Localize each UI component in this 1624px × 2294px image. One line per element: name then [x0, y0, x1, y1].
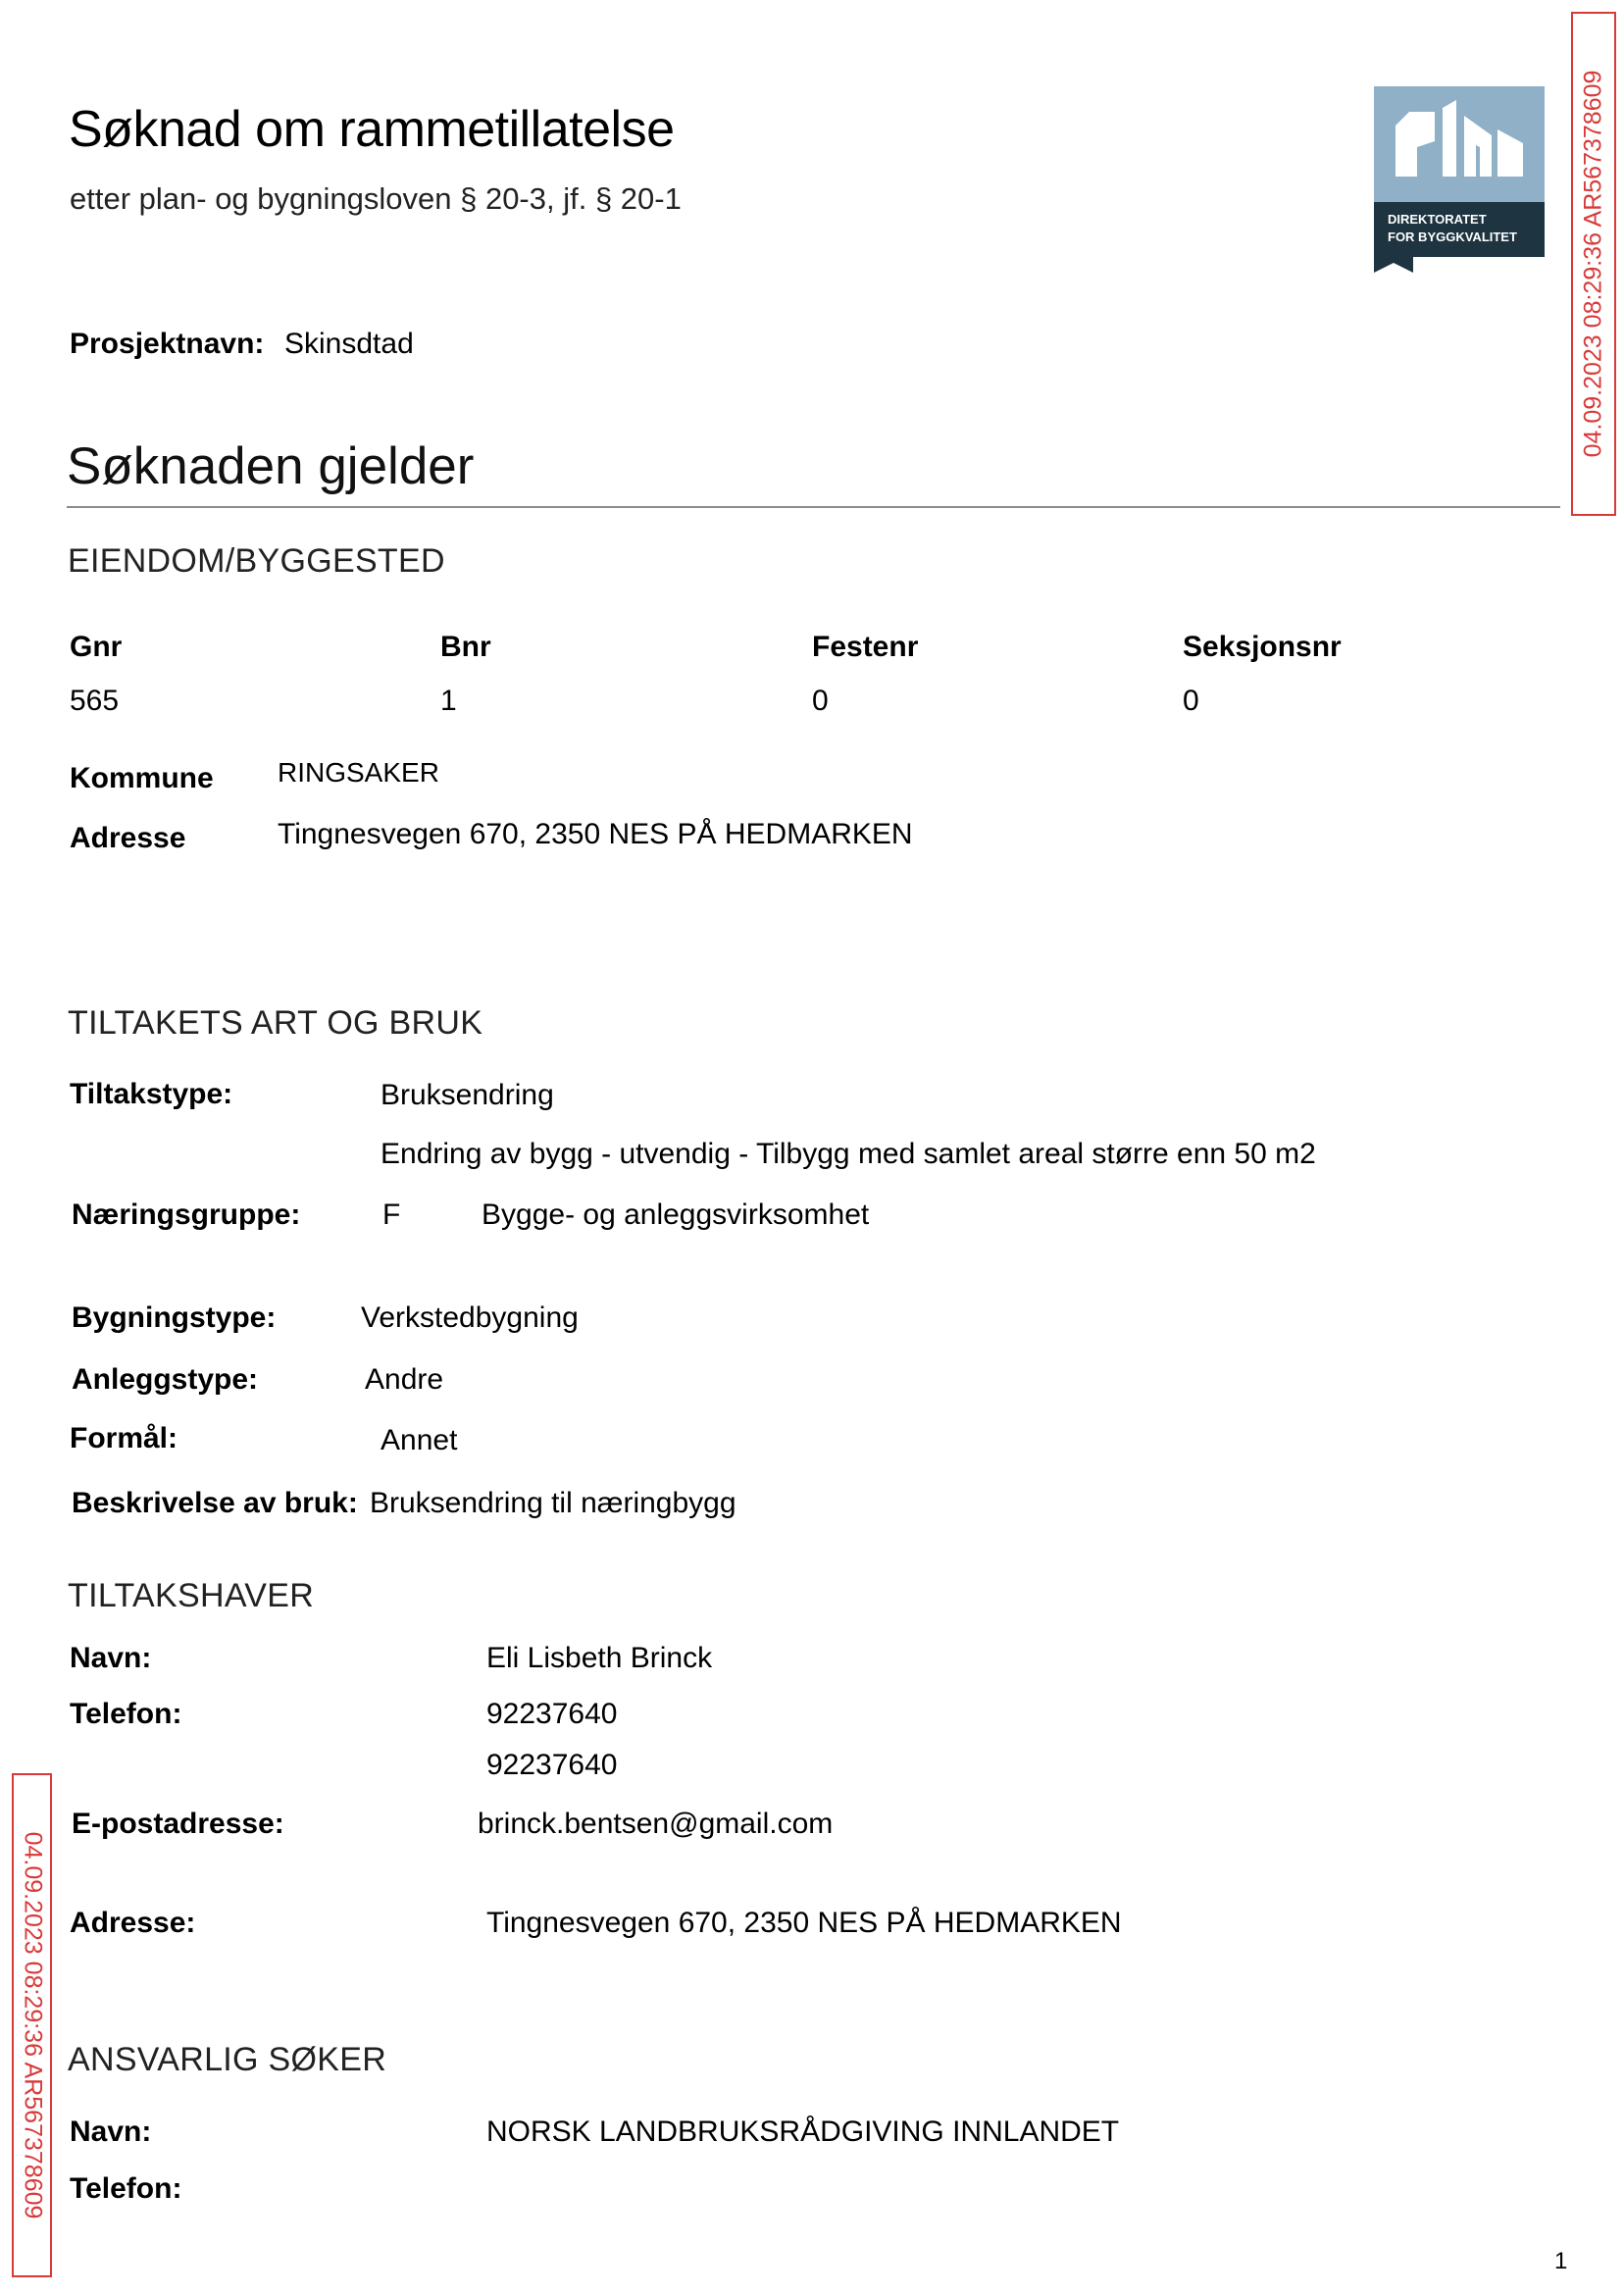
- column-header-bnr: Bnr: [440, 631, 491, 663]
- tiltakstype-label: Tiltakstype:: [70, 1078, 233, 1110]
- naeringsgruppe-label: Næringsgruppe:: [72, 1198, 301, 1231]
- naeringsgruppe-code: F: [382, 1198, 401, 1231]
- owner-name-value: Eli Lisbeth Brinck: [486, 1642, 713, 1674]
- column-header-gnr: Gnr: [70, 631, 123, 663]
- section-divider: [67, 506, 1560, 508]
- adresse-label: Adresse: [70, 822, 186, 854]
- dibk-logo: [1374, 86, 1545, 273]
- beskrivelse-value: Bruksendring til næringbygg: [370, 1487, 736, 1519]
- timestamp-stamp-left: [12, 1773, 52, 2277]
- bygningstype-label: Bygningstype:: [72, 1301, 277, 1334]
- project-name-value: Skinsdtad: [284, 328, 414, 360]
- tiltakstype-value-2: Endring av bygg - utvendig - Tilbygg med samlet areal større enn 50 m2: [381, 1138, 1316, 1170]
- formal-label: Formål:: [70, 1422, 178, 1454]
- anleggstype-value: Andre: [365, 1363, 444, 1396]
- formal-value: Annet: [381, 1424, 458, 1456]
- document-title: Søknad om rammetillatelse: [69, 101, 675, 158]
- applicant-name-label: Navn:: [70, 2116, 152, 2148]
- value-gnr: 565: [70, 685, 120, 717]
- beskrivelse-label: Beskrivelse av bruk:: [72, 1487, 358, 1519]
- value-seksjonsnr: 0: [1183, 685, 1199, 717]
- value-festenr: 0: [812, 685, 829, 717]
- applicant-phone-label: Telefon:: [70, 2172, 182, 2205]
- owner-address-label: Adresse:: [70, 1907, 196, 1939]
- bygningstype-value: Verkstedbygning: [361, 1301, 579, 1334]
- applicant-name-value: NORSK LANDBRUKSRÅDGIVING INNLANDET: [486, 2116, 1120, 2148]
- kommune-label: Kommune: [70, 762, 214, 794]
- stamp-text-right: 04.09.2023 08:29:36 AR567378609: [1579, 70, 1607, 458]
- stamp-text-left: 04.09.2023 08:29:36 AR567378609: [19, 1831, 46, 2219]
- owner-phone-label: Telefon:: [70, 1698, 182, 1730]
- owner-phone-value-1: 92237640: [486, 1698, 618, 1730]
- page-number: 1: [1554, 2248, 1568, 2274]
- logo-text-line2: FOR BYGGKVALITET: [1388, 229, 1517, 244]
- section-heading-eiendom: EIENDOM/BYGGESTED: [68, 542, 445, 580]
- section-heading-tiltakshaver: TILTAKSHAVER: [68, 1577, 315, 1614]
- adresse-value: Tingnesvegen 670, 2350 NES PÅ HEDMARKEN: [278, 818, 913, 850]
- value-bnr: 1: [440, 685, 457, 717]
- column-header-festenr: Festenr: [812, 631, 919, 663]
- owner-name-label: Navn:: [70, 1642, 152, 1674]
- owner-email-value: brinck.bentsen@gmail.com: [478, 1808, 834, 1840]
- naeringsgruppe-value: Bygge- og anleggsvirksomhet: [482, 1198, 870, 1231]
- anleggstype-label: Anleggstype:: [72, 1363, 259, 1396]
- owner-address-value: Tingnesvegen 670, 2350 NES PÅ HEDMARKEN: [486, 1907, 1122, 1939]
- section-heading-tiltakets-art: TILTAKETS ART OG BRUK: [68, 1004, 483, 1042]
- project-name-label: Prosjektnavn:: [70, 328, 265, 360]
- owner-email-label: E-postadresse:: [72, 1808, 284, 1840]
- tiltakstype-value-1: Bruksendring: [381, 1079, 554, 1111]
- section-heading-soknaden-gjelder: Søknaden gjelder: [67, 437, 475, 495]
- logo-text-line1: DIREKTORATET: [1388, 212, 1487, 227]
- section-heading-ansvarlig-soker: ANSVARLIG SØKER: [68, 2041, 387, 2078]
- kommune-value: RINGSAKER: [278, 757, 439, 788]
- timestamp-stamp-right: [1571, 12, 1616, 516]
- column-header-seksjonsnr: Seksjonsnr: [1183, 631, 1342, 663]
- owner-phone-value-2: 92237640: [486, 1749, 618, 1781]
- document-subtitle: etter plan- og bygningsloven § 20-3, jf. § 20-1: [70, 181, 682, 216]
